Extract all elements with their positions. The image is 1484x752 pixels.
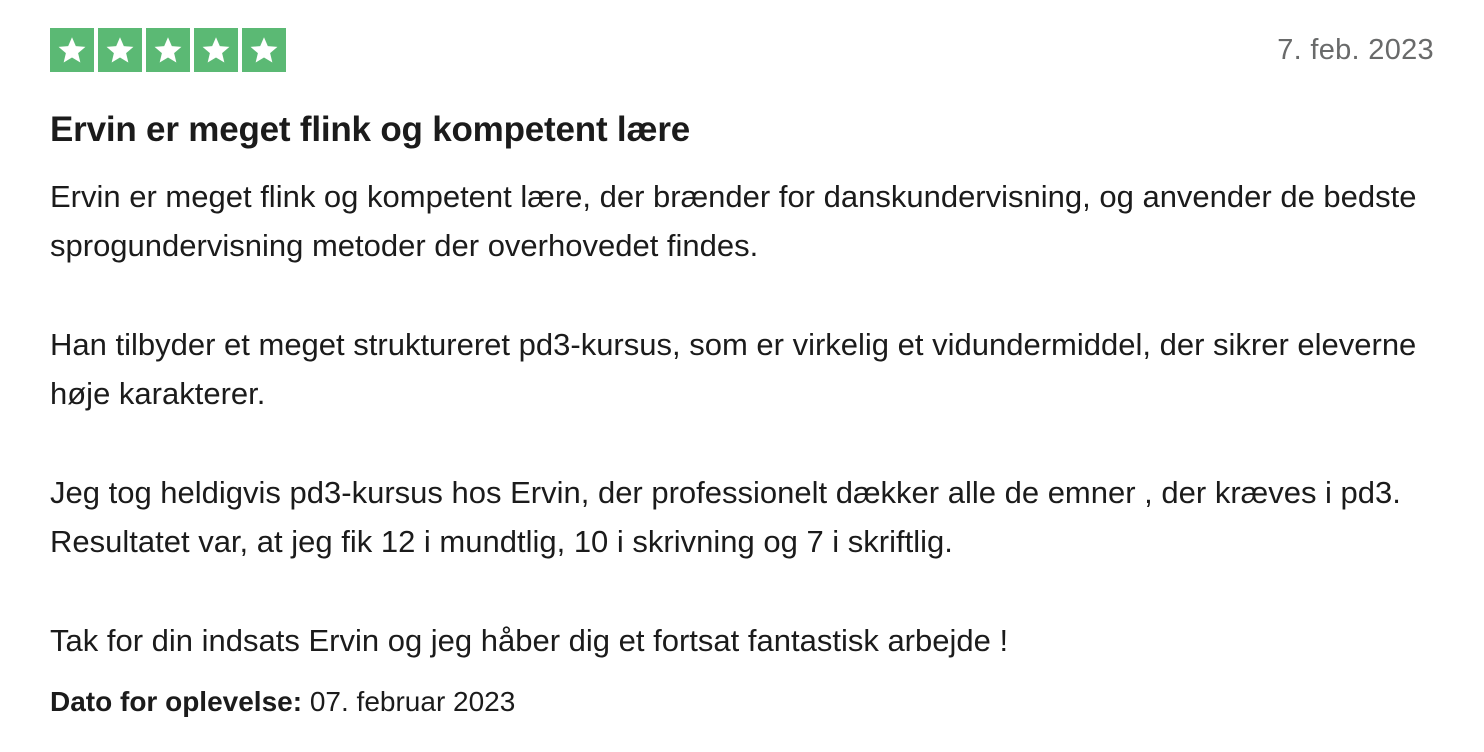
star-box <box>50 28 94 72</box>
review-paragraph: Tak for din indsats Ervin og jeg håber dig et fortsat fantastisk arbejde ! <box>50 623 1009 658</box>
star-icon <box>105 35 135 65</box>
star-box <box>194 28 238 72</box>
star-icon <box>249 35 279 65</box>
star-rating <box>50 28 286 72</box>
experience-date <box>50 686 515 718</box>
review-paragraph: Han tilbyder et meget struktureret pd3-kursus, som er virkelig et vidundermiddel, der sikrer eleverne høje karakterer. <box>50 327 1417 411</box>
star-icon <box>57 35 87 65</box>
experience-date-label: Dato for oplevelse: <box>50 686 303 717</box>
star-box <box>98 28 142 72</box>
star-box <box>146 28 190 72</box>
review-paragraph: Ervin er meget flink og kompetent lære, der brænder for danskundervisning, og anvender de bedste sprogundervisning metoder der overhovedet findes. <box>50 179 1417 263</box>
star-icon <box>153 35 183 65</box>
experience-date-value: 07. februar 2023 <box>302 686 516 717</box>
review-body <box>50 172 1450 665</box>
review-title[interactable]: Ervin er meget flink og kompetent lære <box>50 110 691 149</box>
review-date: 7. feb. 2023 <box>1277 34 1434 66</box>
star-icon <box>201 35 231 65</box>
star-box <box>242 28 286 72</box>
review-paragraph: Jeg tog heldigvis pd3-kursus hos Ervin, der professionelt dækker alle de emner , der kræves i pd3. Resultatet var, at jeg fik 12 i mundtlig, 10 i skrivning og 7 i skriftlig. <box>50 475 1401 559</box>
